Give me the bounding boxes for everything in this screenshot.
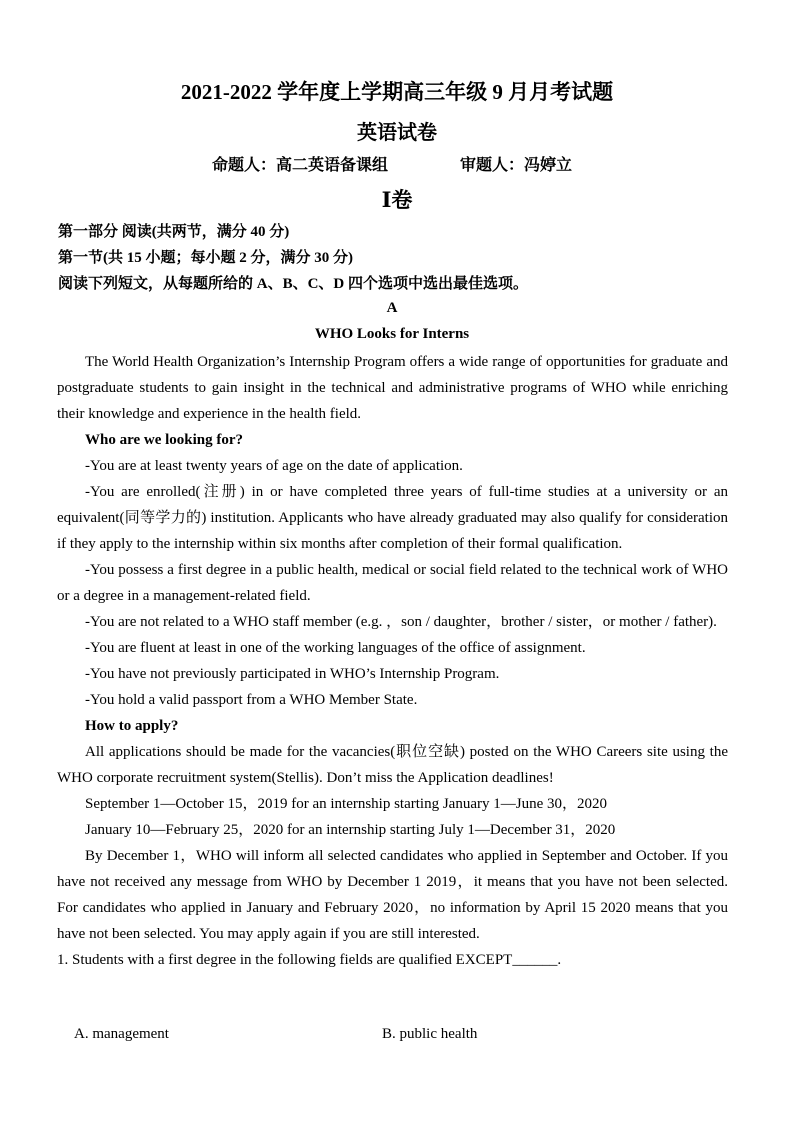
exam-title: 2021-2022 学年度上学期高三年级 9 月月考试题 (180, 80, 614, 104)
option-a: A. management (74, 1026, 169, 1042)
part-heading: 第一部分 阅读(共两节，满分 40 分) (58, 224, 290, 240)
question-1-stem: 1. Students with a first degree in the following fields are qualified EXCEPT______. (57, 952, 562, 968)
requirement-degree: -You possess a first degree in a public health, medical or social field related to the technical work of WHO or a degree in a management-related field. (57, 562, 728, 604)
author-setter: 命题人：高二英语备课组 (212, 157, 389, 174)
requirement-language: -You are fluent at least in one of the working languages of the office of assignment. (85, 640, 586, 656)
deadline-1: September 1—October 15，2019 for an internship starting January 1—June 30，2020 (85, 796, 607, 812)
requirement-previous: -You have not previously participated in WHO’s Internship Program. (85, 666, 500, 682)
author-reviewer: 审题人：冯婷立 (460, 157, 573, 174)
heading-who: Who are we looking for? (85, 432, 244, 448)
heading-apply: How to apply? (85, 718, 179, 734)
volume-heading: Ⅰ卷 (381, 188, 413, 212)
instruction-text: 阅读下列短文，从每题所给的 A、B、C、D 四个选项中选出最佳选项。 (58, 276, 529, 292)
passage-intro: The World Health Organization’s Internship Program offers a wide range of opportunities for graduate and postgraduate students to gain insight in the technical and administrative programs of WHO while enriching their knowledge and experience in the health field. (57, 354, 728, 422)
exam-subtitle: 英语试卷 (357, 122, 437, 144)
section-heading: 第一节(共 15 小题；每小题 2 分，满分 30 分) (58, 250, 353, 266)
requirement-enrollment: -You are enrolled(注册) in or have completed three years of full-time studies at a university or an equivalent(同等学力的) institution. Applicants who have already graduated may also qualify for consideration if they apply to the internship within six months after completion of their formal qualification. (57, 484, 728, 552)
apply-text: All applications should be made for the vacancies(职位空缺) posted on the WHO Careers site using the WHO corporate recruitment system(Stellis). Don’t miss the Application deadlines! (57, 744, 728, 786)
passage-body (57, 349, 728, 973)
closing-text: By December 1，WHO will inform all selected candidates who applied in September and October. If you have not received any message from WHO by December 1 2019，it means that you have not been selected. For candidates who applied in January and February 2020，no information by April 15 2020 means that you have not been selected. You may apply again if you are still interested. (57, 848, 728, 942)
option-b: B. public health (382, 1026, 478, 1042)
deadline-2: January 10—February 25，2020 for an internship starting July 1—December 31，2020 (85, 822, 616, 838)
requirement-passport: -You hold a valid passport from a WHO Member State. (85, 692, 418, 708)
requirement-age: -You are at least twenty years of age on the date of application. (85, 458, 463, 474)
passage-label: A (386, 300, 398, 316)
passage-title: WHO Looks for Interns (314, 326, 470, 342)
requirement-relation: -You are not related to a WHO staff member (e.g. ，son / daughter，brother / sister，or mother / father). (85, 614, 717, 630)
